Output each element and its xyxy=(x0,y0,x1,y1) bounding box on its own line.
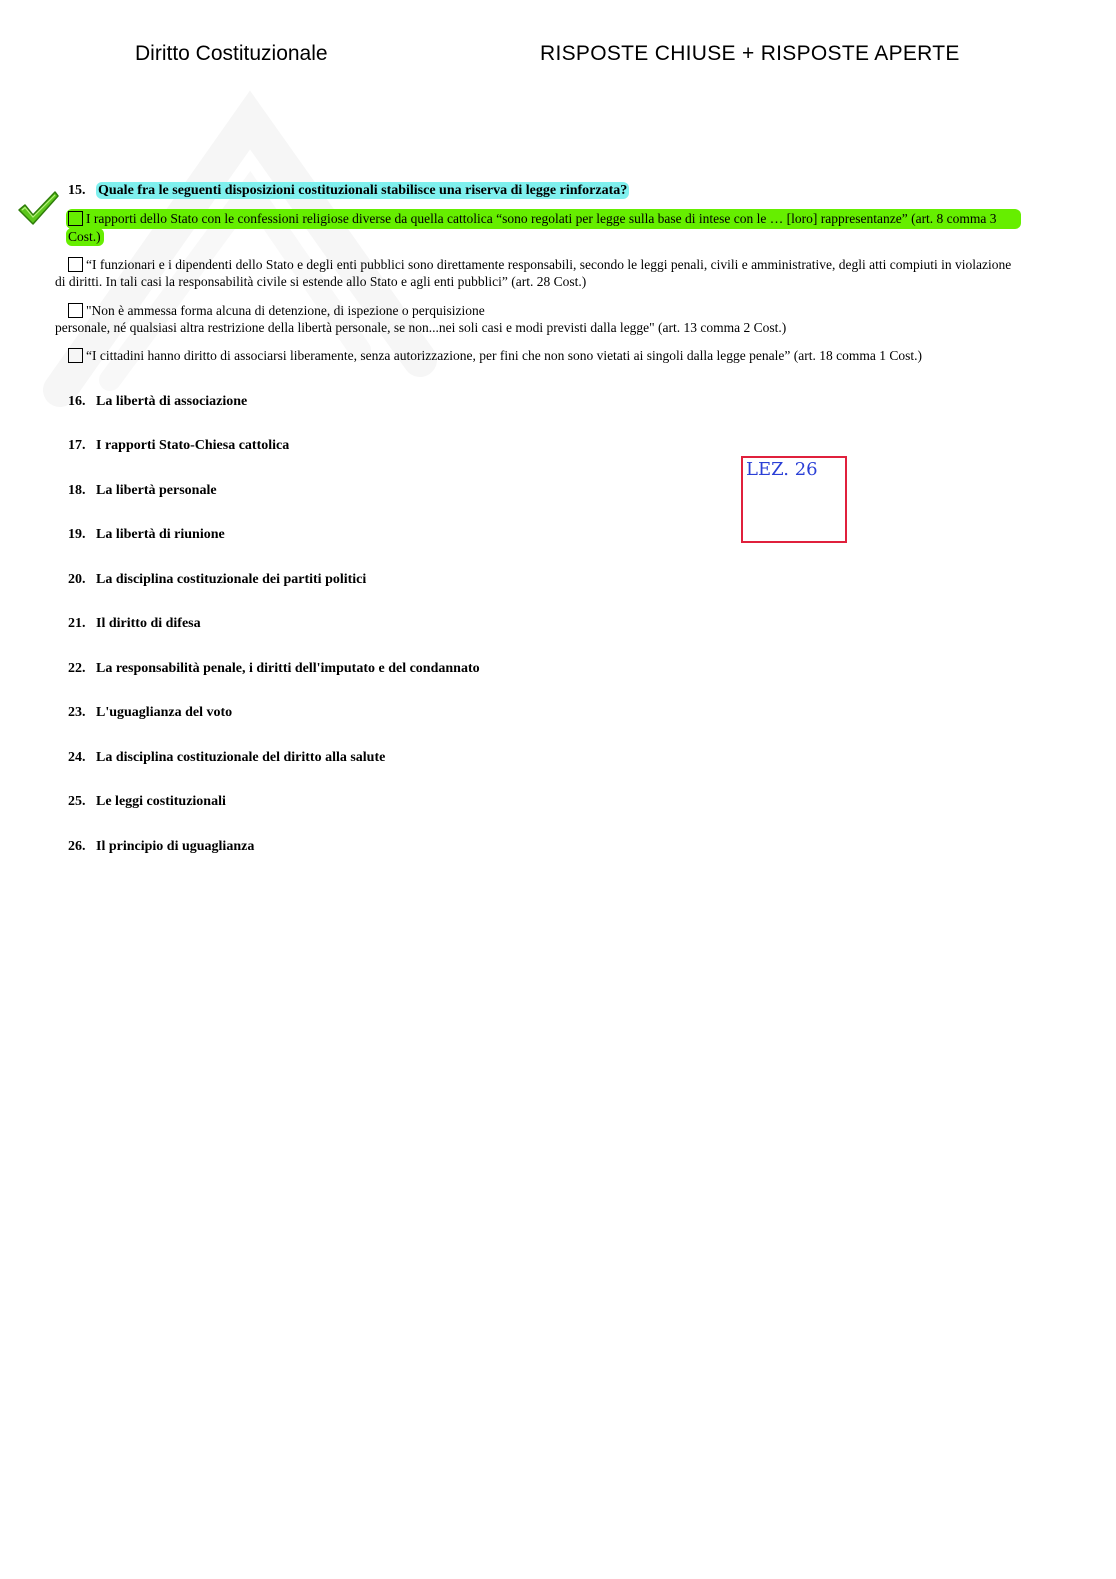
option-4[interactable] xyxy=(68,347,922,365)
topic-23 xyxy=(68,705,232,721)
option-3-continuation xyxy=(55,319,786,337)
topic-text: I rapporti Stato-Chiesa cattolica xyxy=(96,438,290,453)
topic-22 xyxy=(68,661,480,677)
topic-26 xyxy=(68,839,254,855)
option-1-line-2: Cost.) xyxy=(68,229,101,244)
option-1-continuation xyxy=(68,228,101,246)
topic-number: 23. xyxy=(68,705,86,720)
topic-number: 18. xyxy=(68,483,86,498)
document-section-title: RISPOSTE CHIUSE + RISPOSTE APERTE xyxy=(540,42,960,65)
topic-text: L'uguaglianza del voto xyxy=(96,705,233,720)
topic-24 xyxy=(68,750,385,766)
topic-number: 26. xyxy=(68,839,86,854)
topic-18 xyxy=(68,483,217,499)
topic-text: La libertà personale xyxy=(96,483,217,498)
topic-text: Il diritto di difesa xyxy=(96,616,201,631)
topic-number: 16. xyxy=(68,394,86,409)
option-2-continuation xyxy=(55,273,586,291)
topic-text: La disciplina costituzionale dei partiti politici xyxy=(96,572,367,587)
option-1[interactable] xyxy=(68,210,997,228)
question-15 xyxy=(68,181,629,201)
check-mark-icon xyxy=(16,188,60,228)
topic-number: 22. xyxy=(68,661,86,676)
option-3-line-2: personale, né qualsiasi altra restrizione della libertà personale, se non...nei soli casi e modi previsti dalla legge" (art. 13 comma 2 Cost.) xyxy=(55,320,787,335)
topic-number: 21. xyxy=(68,616,86,631)
option-4-line-1: “I cittadini hanno diritto di associarsi liberamente, senza autorizzazione, per fini che non sono vietati ai singoli dalla legge penale” (art. 18 comma 1 Cost.) xyxy=(86,348,922,363)
topic-text: Le leggi costituzionali xyxy=(96,794,226,809)
question-text: Quale fra le seguenti disposizioni costituzionali stabilisce una riserva di legge rinforzata? xyxy=(98,183,628,198)
topic-16 xyxy=(68,394,247,410)
topic-text: La responsabilità penale, i diritti dell'imputato e del condannato xyxy=(96,661,480,676)
lesson-annotation-label: LEZ. 26 xyxy=(746,459,818,480)
option-2-line-1: “I funzionari e i dipendenti dello Stato e degli enti pubblici sono direttamente responsabili, secondo le leggi penali, civili e amministrative, degli atti compiuti in violazione xyxy=(86,257,1012,272)
topic-number: 20. xyxy=(68,572,86,587)
topic-number: 19. xyxy=(68,527,86,542)
topic-number: 24. xyxy=(68,750,86,765)
topic-number: 17. xyxy=(68,438,86,453)
topic-text: La libertà di associazione xyxy=(96,394,248,409)
topic-text: La libertà di riunione xyxy=(96,527,225,542)
option-2[interactable] xyxy=(68,256,1011,274)
topic-text: La disciplina costituzionale del diritto alla salute xyxy=(96,750,386,765)
lesson-annotation-box xyxy=(741,456,847,543)
option-1-line-1: I rapporti dello Stato con le confessioni religiose diverse da quella cattolica “sono regolati per legge sulla base di intese con le … [loro] rappresentanze” (art. 8 comma 3 xyxy=(86,211,997,226)
option-3-line-1: "Non è ammessa forma alcuna di detenzione, di ispezione o perquisizione xyxy=(86,303,485,318)
topic-17 xyxy=(68,438,289,454)
option-3[interactable] xyxy=(68,302,485,320)
topic-21 xyxy=(68,616,201,632)
checkbox-icon[interactable] xyxy=(68,257,83,272)
topic-20 xyxy=(68,572,366,588)
topic-text: Il principio di uguaglianza xyxy=(96,839,255,854)
option-2-line-2: di diritti. In tali casi la responsabilità civile si estende allo Stato e agli enti pubblici” (art. 28 Cost.) xyxy=(55,274,587,289)
topic-number: 25. xyxy=(68,794,86,809)
document-subject-title: Diritto Costituzionale xyxy=(135,42,328,65)
topic-25 xyxy=(68,794,226,810)
checkbox-icon[interactable] xyxy=(68,211,83,226)
question-number: 15. xyxy=(68,183,86,198)
topic-19 xyxy=(68,527,225,543)
checkbox-icon[interactable] xyxy=(68,348,83,363)
checkbox-icon[interactable] xyxy=(68,303,83,318)
